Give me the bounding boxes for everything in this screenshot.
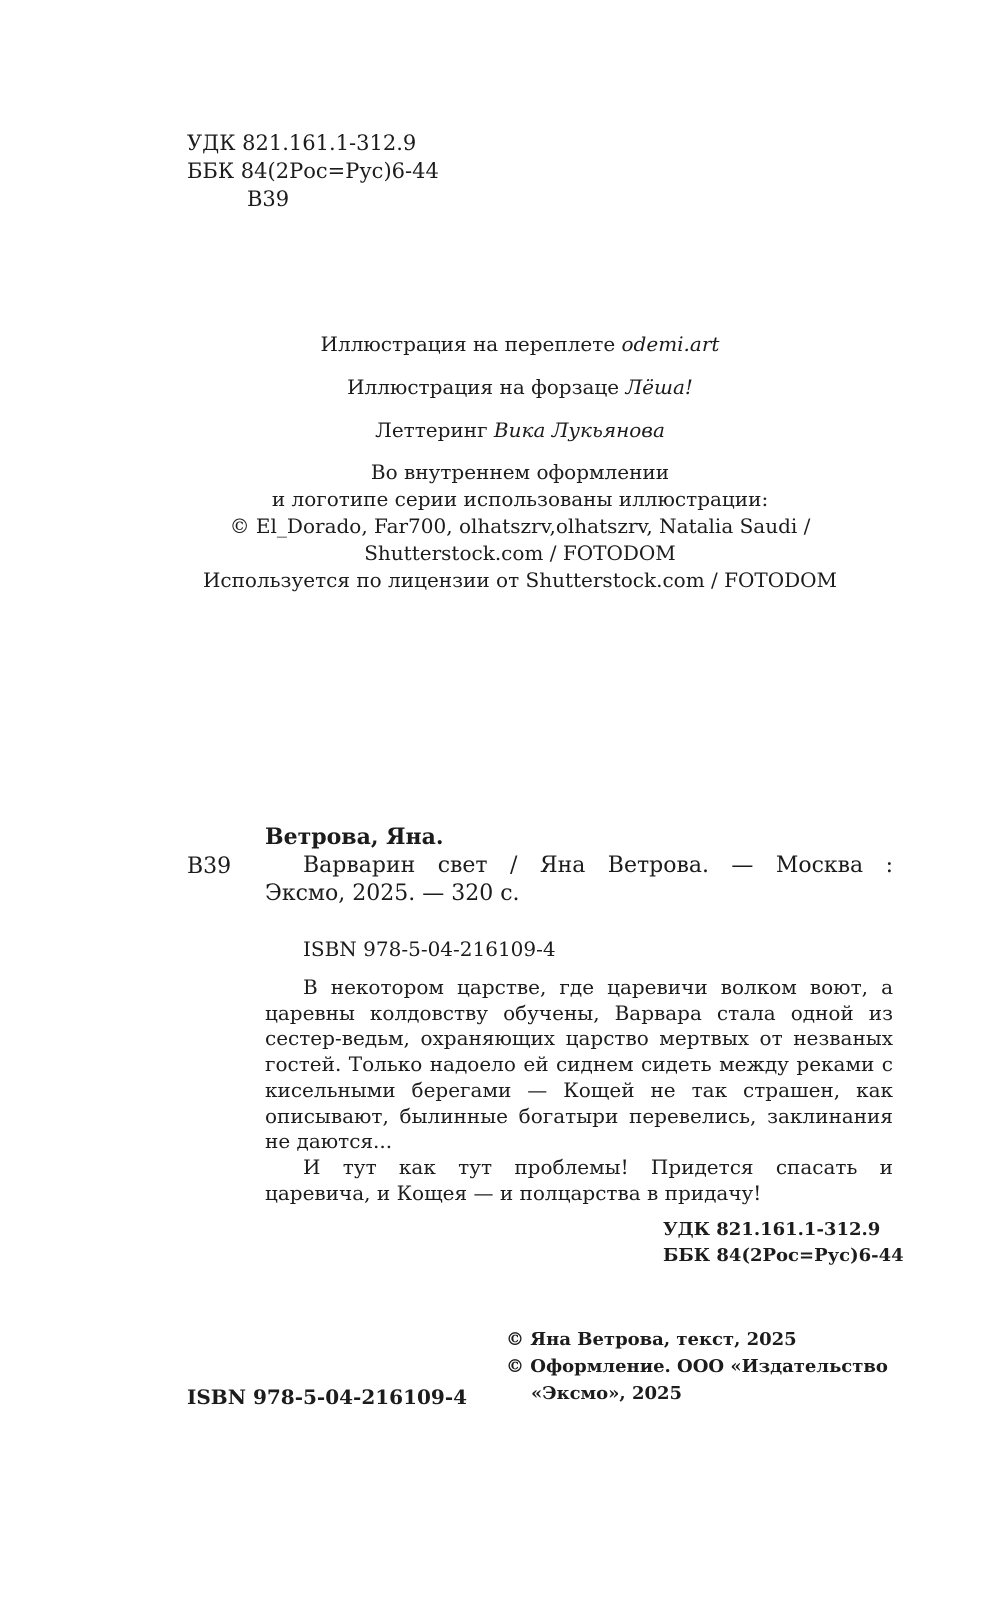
title-line-1: Варварин свет / Яна Ветрова. — Москва : xyxy=(303,853,893,878)
author-code: В39 xyxy=(247,187,290,211)
annotation xyxy=(265,975,893,1206)
bbk-code-bold: ББК 84(2Рос=Рус)6-44 xyxy=(663,1245,904,1266)
illustration-credits xyxy=(150,330,890,594)
credit-line: Во внутреннем оформлении xyxy=(370,460,670,484)
copyright-block xyxy=(506,1326,888,1407)
catalog-title xyxy=(265,852,893,908)
cover-artist: odemi.art xyxy=(621,332,720,356)
cover-credit: Иллюстрация на переплете odemi.art xyxy=(320,332,720,356)
copyright-design: © Оформление. ООО «Издательство xyxy=(506,1356,888,1377)
annotation-paragraph-2: И тут как тут проблемы! Придется спасать и царевича, и Кощея — и полцарства в придачу! xyxy=(265,1154,893,1205)
copyright-design-cont: «Эксмо», 2025 xyxy=(531,1383,683,1404)
right-classification xyxy=(663,1217,904,1269)
credit-line: © El_Dorado, Far700, olhatszrv,olhatszrv, Natalia Saudi / xyxy=(229,514,811,538)
bbk-code: ББК 84(2Рос=Рус)6-44 xyxy=(187,159,439,183)
udk-code: УДК 821.161.1-312.9 xyxy=(187,131,417,155)
credit-line: и логотипе серии использованы иллюстрации: xyxy=(271,487,769,511)
lettering-artist: Вика Лукьянова xyxy=(493,418,665,442)
annotation-paragraph-1: В некотором царстве, где царевичи волком воют, а царевны колдовству обучены, Варвара стала одной из сестер-ведьм, охраняющих царство мертвых от незваных гостей. Только надоело ей сиднем сидеть между реками с кисельными берегами — Кощей не так страшен, как описывают, былинные богатыри перевелись, заклинания не даются... xyxy=(265,975,893,1154)
top-classification xyxy=(187,129,439,213)
lettering-credit: Леттеринг Вика Лукьянова xyxy=(375,418,665,442)
isbn-bold: ISBN 978-5-04-216109-4 xyxy=(187,1385,468,1409)
copyright-text: © Яна Ветрова, текст, 2025 xyxy=(506,1329,797,1350)
endpaper-credit: Иллюстрация на форзаце Лёша! xyxy=(347,375,693,399)
catalog-author: Ветрова, Яна. xyxy=(265,824,444,850)
catalog-isbn: ISBN 978-5-04-216109-4 xyxy=(303,937,556,961)
udk-code-bold: УДК 821.161.1-312.9 xyxy=(663,1219,881,1240)
internal-design-credit xyxy=(150,459,890,594)
title-line-2: Эксмо, 2025. — 320 с. xyxy=(265,881,520,906)
credit-line: Используется по лицензии от Shutterstock.com / FOTODOM xyxy=(202,568,838,592)
catalog-code: В39 xyxy=(187,854,232,879)
endpaper-artist: Лёша! xyxy=(625,375,693,399)
credit-line: Shutterstock.com / FOTODOM xyxy=(364,541,676,565)
